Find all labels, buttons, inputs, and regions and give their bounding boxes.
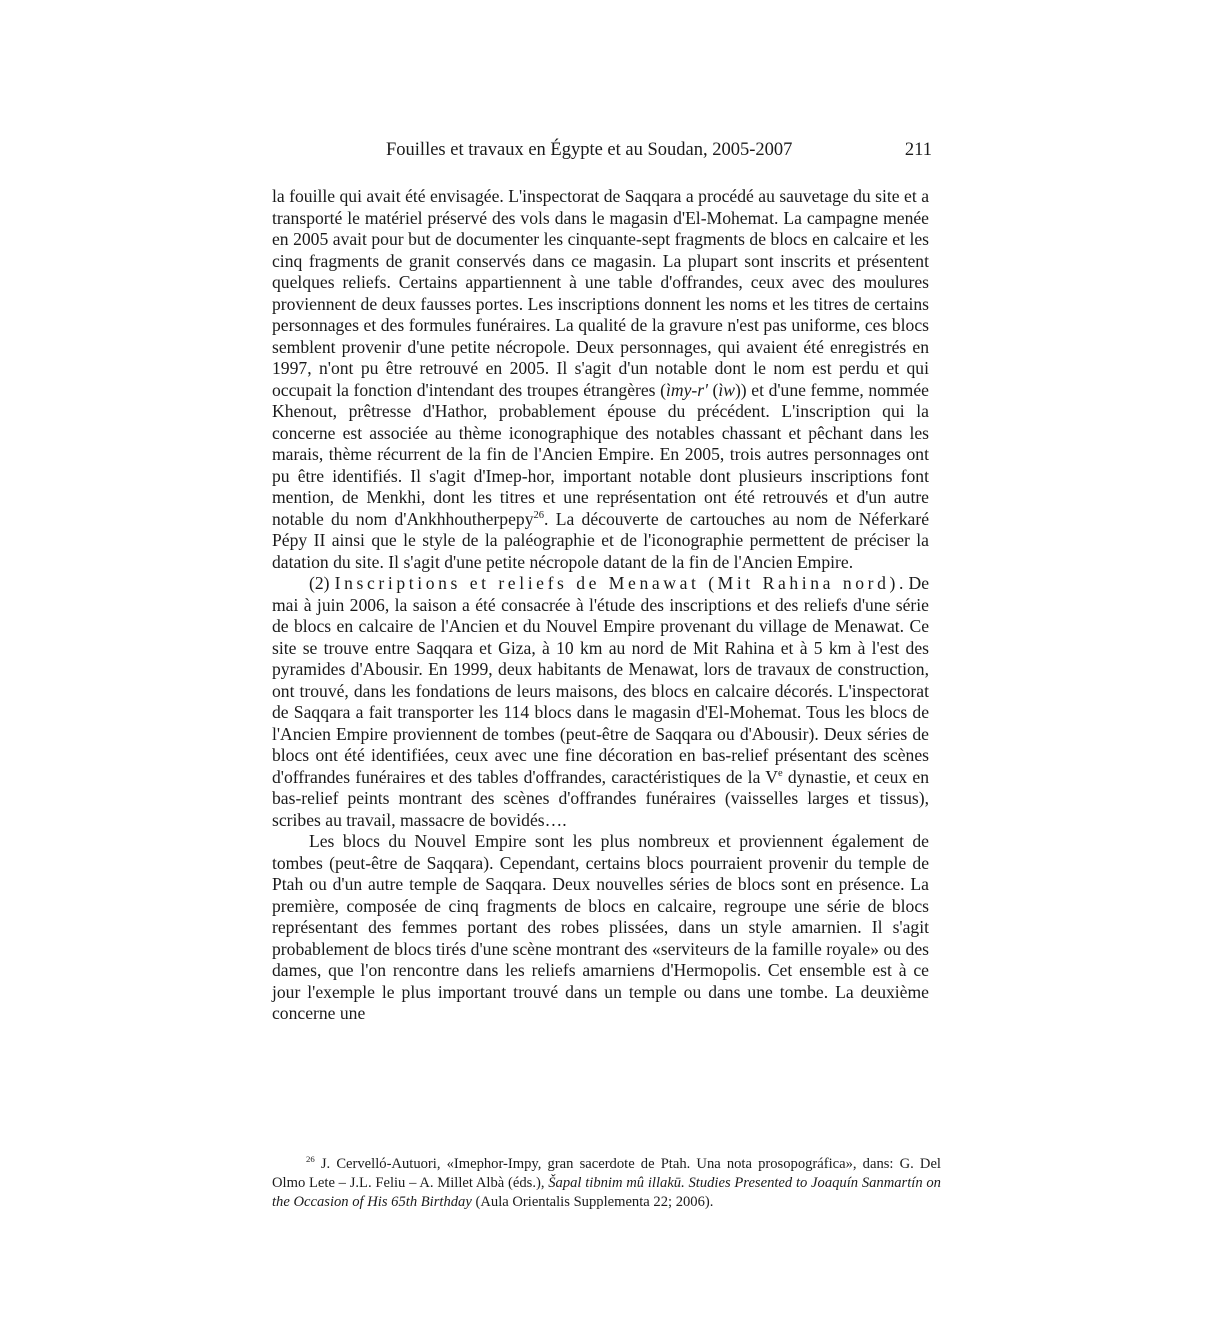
footnote-reference: 26 — [533, 509, 545, 521]
footnote-26: $^{26}$ J. Cervelló-Autuori, «Imephor-Impy, gran sacerdote de Ptah. Una nota prosopográfica», dans: G. Del Olmo Lete – J.L. Feliu – A. Millet Albà (éds.), Šapal tibnim mû illakū. Studies Presented to Joaquín Sanmartín on the Occasion of His 65th Birthday (Aula Orientalis Supplementa 22; 2006). — [272, 1154, 941, 1210]
page-number: 211 — [904, 140, 932, 160]
body-text — [272, 186, 929, 1025]
running-header — [386, 138, 932, 162]
paragraph-3: Les blocs du Nouvel Empire sont les plus nombreux et proviennent également de tombes (peut-être de Saqqara). Cependant, certains blocs pourraient provenir du temple de Ptah ou d'un autre temple de Saqqara. Deux nouvelles séries de blocs sont en présence. La première, composée de cinq fragments de blocs en calcaire, regroupe une série de blocs représentant des femmes portant des robes plissées, dans un style amarnien. Il s'agit probablement de blocs tirés d'une scène montrant des «serviteurs de la famille royale» ou des dames, que l'on rencontre dans les reliefs amarniens d'Hermopolis. Cet ensemble est à ce jour l'exemple le plus important trouvé dans un temple ou dans une tombe. La deuxième concerne une — [272, 831, 929, 1023]
section-heading: Inscriptions et reliefs de Menawat (Mit Rahina nord) — [334, 573, 899, 593]
paragraph-1: la fouille qui avait été envisagée. L'inspectorat de Saqqara a procédé au sauvetage du site et a transporté le matériel préservé des vols dans le magasin d'El-Mohemat. La campagne menée en 2005 avait pour but de documenter les cinquante-sept fragments de blocs en calcaire et les cinq fragments de granit conservés dans ce magasin. La plupart sont inscrits et présentent quelques reliefs. Certains appartiennent à une table d'offrandes, ceux avec des moulures proviennent de deux fausses portes. Les inscriptions donnent les noms et les titres de certains personnages et des formules funéraires. La qualité de la gravure n'est pas uniforme, ces blocs semblent provenir d'une petite nécropole. Deux personnages, qui avaient été enregistrés en 1997, n'ont pu être retrouvé en 2005. Il s'agit d'un notable dont le nom est perdu et qui occupait la fonction d'intendant des troupes étrangères (ìmy-r' (ìw)) et d'une femme, nommée Khenout, prêtresse d'Hathor, probablement épouse du précédent. L'inscription qui la concerne est associée au thème iconographique des notables chassant et pêchant dans les marais, thème récurrent de la fin de l'Ancien Empire. En 2005, trois autres personnages ont pu être identifiés. Il s'agit d'Imep-hor, important notable dont plusieurs inscriptions font mention, de Menkhi, dont les titres et une représentation ont été retrouvés et d'un autre notable du nom d'Ankhhoutherpepy$^{26}$. La découverte de cartouches au nom de Néferkaré Pépy II ainsi que le style de la paléographie et de l'iconographie permettent de préciser la datation du site. Il s'agit d'une petite nécropole datant de la fin de l'Ancien Empire. — [272, 186, 930, 572]
paragraph-2: (2) Inscriptions et reliefs de Menawat (Mit Rahina nord). De mai à juin 2006, la saison a été consacrée à l'étude des inscriptions et des reliefs d'une série de blocs en calcaire de l'Ancien et du Nouvel Empire provenant du village de Menawat. Ce site se trouve entre Saqqara et Giza, à 10 km au nord de Mit Rahina et à 5 km à l'est des pyramides d'Abousir. En 1999, deux habitants de Menawat, lors de travaux de construction, ont trouvé, dans les fondations de leurs maisons, des blocs en calcaire décorés. L'inspectorat de Saqqara a fait transporter les 114 blocs dans le magasin d'El-Mohemat. Tous les blocs de l'Ancien Empire proviennent de tombes (peut-être de Saqqara ou d'Abousir). Deux séries de blocs ont été identifiées, ceux avec une fine décoration en bas-relief présentant des scènes d'offrandes funéraires et des tables d'offrandes, caractéristiques de la Ve dynastie, et ceux en bas-relief peints montrant des scènes d'offrandes funéraires (vaisselles larges et tissus), scribes au travail, massacre de bovidés…. — [272, 573, 929, 830]
footnote-marker: 26 — [306, 1154, 315, 1165]
running-title: Fouilles et travaux en Égypte et au Soudan, 2005-2007 — [386, 140, 793, 160]
footnotes — [272, 1155, 941, 1212]
